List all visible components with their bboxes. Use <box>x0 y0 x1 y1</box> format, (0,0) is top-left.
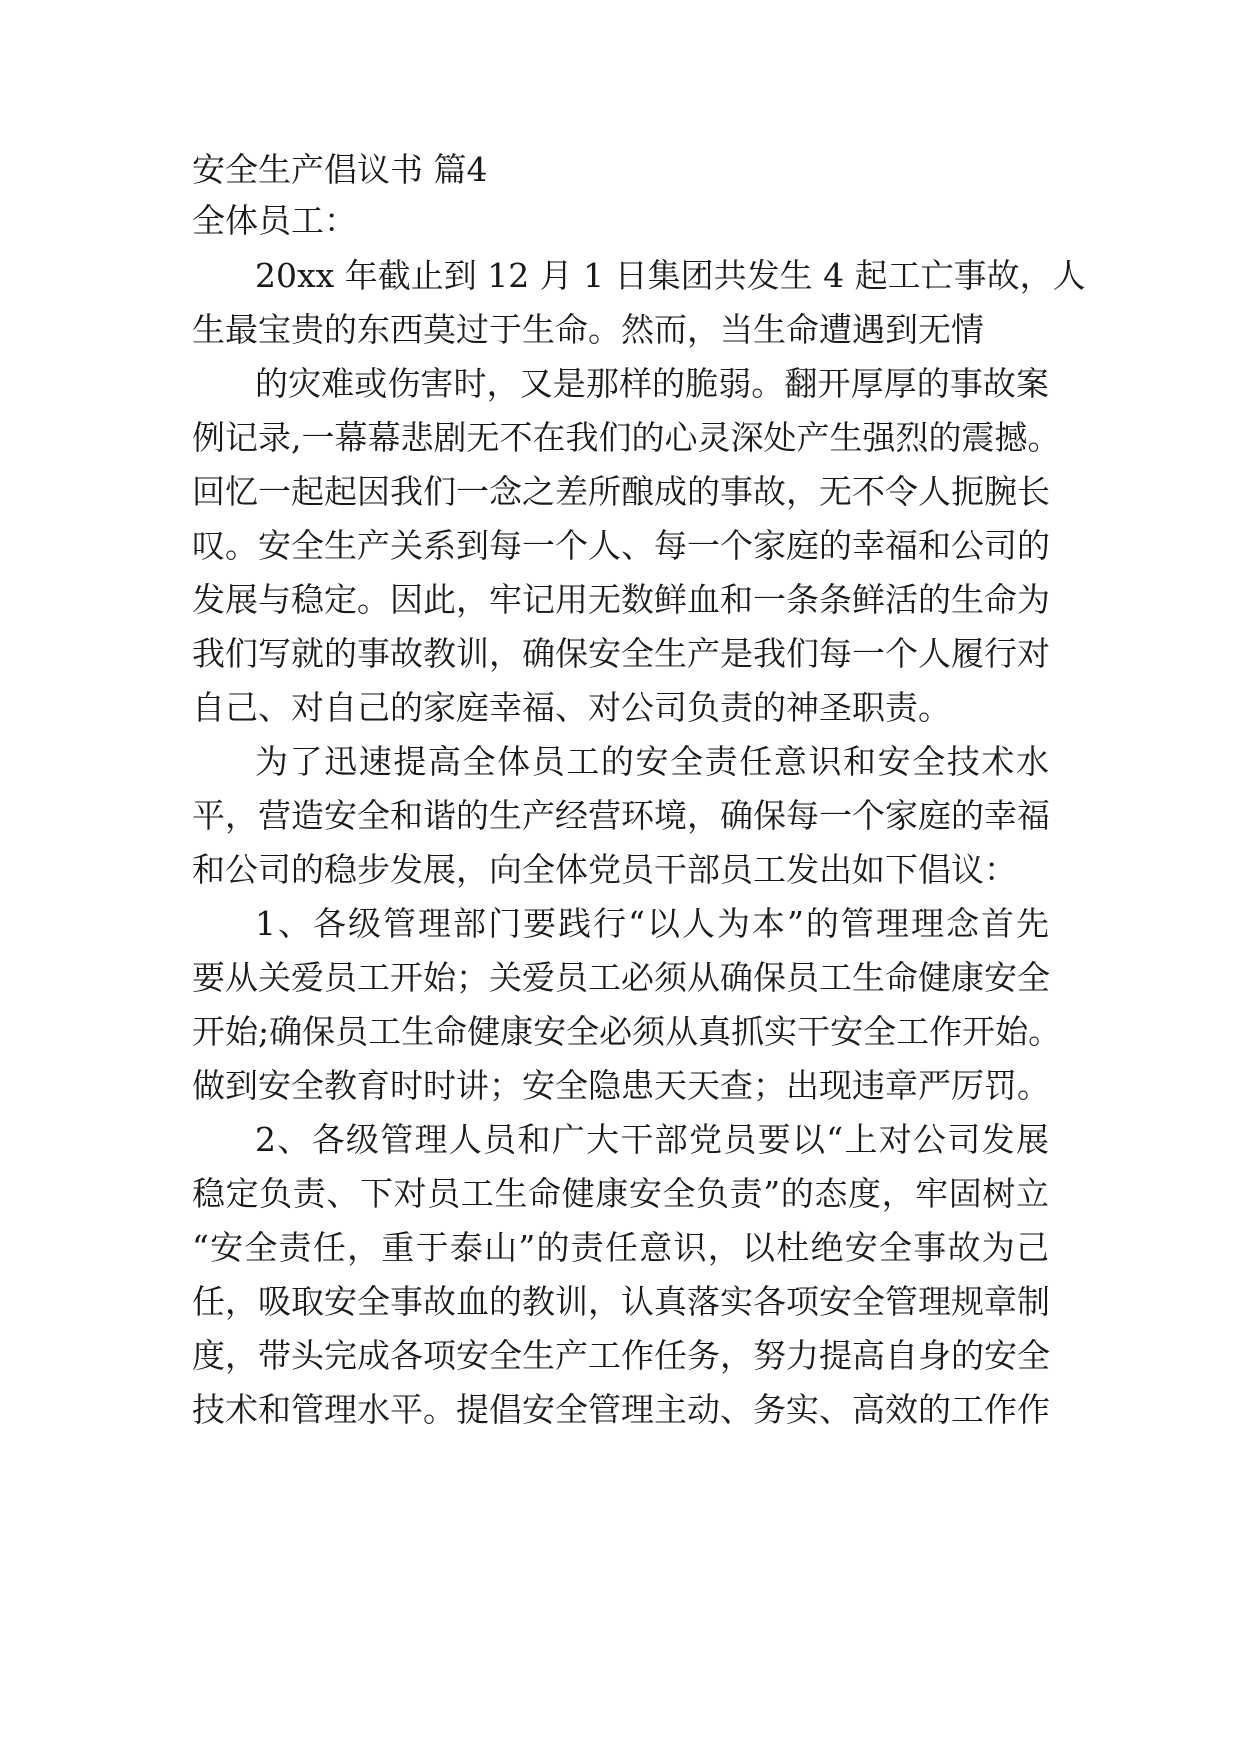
paragraph-line: 稳定负责、下对员工生命健康安全负责”的态度，牢固树立 <box>192 1174 1049 1213</box>
paragraph-line: 平，营造安全和谐的生产经营环境，确保每一个家庭的幸福 <box>192 796 1050 835</box>
paragraph-line: 做到安全教育时时讲；安全隐患天天查；出现违章严厉罚。 <box>192 1066 1050 1105</box>
paragraph-line: 20xx 年截止到 12 月 1 日集团共发生 4 起工亡事故，人 <box>255 256 1086 295</box>
paragraph-line: 生最宝贵的东西莫过于生命。然而，当生命遭遇到无情 <box>192 310 984 349</box>
paragraph-line: 1、各级管理部门要践行“以人为本”的管理理念首先 <box>255 904 1049 943</box>
paragraph-line: 度，带头完成各项安全生产工作任务，努力提高自身的安全 <box>192 1336 1050 1375</box>
paragraph-line: 要从关爱员工开始；关爱员工必须从确保员工生命健康安全 <box>192 958 1050 997</box>
paragraph-line: 例记录,一幕幕悲剧无不在我们的心灵深处产生强烈的震撼。 <box>192 418 1061 457</box>
paragraph-line: 叹。安全生产关系到每一个人、每一个家庭的幸福和公司的 <box>192 526 1050 565</box>
paragraph-line: 任，吸取安全事故血的教训，认真落实各项安全管理规章制 <box>192 1282 1050 1321</box>
paragraph-line: 我们写就的事故教训，确保安全生产是我们每一个人履行对 <box>192 634 1050 673</box>
paragraph-line: 和公司的稳步发展，向全体党员干部员工发出如下倡议： <box>192 850 1017 889</box>
paragraph-line: 发展与稳定。因此，牢记用无数鲜血和一条条鲜活的生命为 <box>192 580 1050 619</box>
paragraph-line: 开始;确保员工生命健康安全必须从真抓实干安全工作开始。 <box>192 1012 1062 1051</box>
paragraph-line: 自己、对自己的家庭幸福、对公司负责的神圣职责。 <box>192 688 951 727</box>
paragraph-line: 回忆一起起因我们一念之差所酿成的事故，无不令人扼腕长 <box>192 472 1050 511</box>
paragraph-line: “安全责任，重于泰山”的责任意识，以杜绝安全事故为己 <box>192 1228 1049 1267</box>
paragraph-line: 技术和管理水平。提倡安全管理主动、务实、高效的工作作 <box>192 1390 1050 1429</box>
document-title: 安全生产倡议书 篇4 <box>192 150 488 189</box>
paragraph-line: 为了迅速提高全体员工的安全责任意识和安全技术水 <box>255 742 1049 781</box>
paragraph-line: 2、各级管理人员和广大干部党员要以“上对公司发展 <box>255 1120 1049 1159</box>
salutation: 全体员工： <box>192 201 357 240</box>
paragraph-line: 的灾难或伤害时，又是那样的脆弱。翻开厚厚的事故案 <box>255 364 1049 403</box>
